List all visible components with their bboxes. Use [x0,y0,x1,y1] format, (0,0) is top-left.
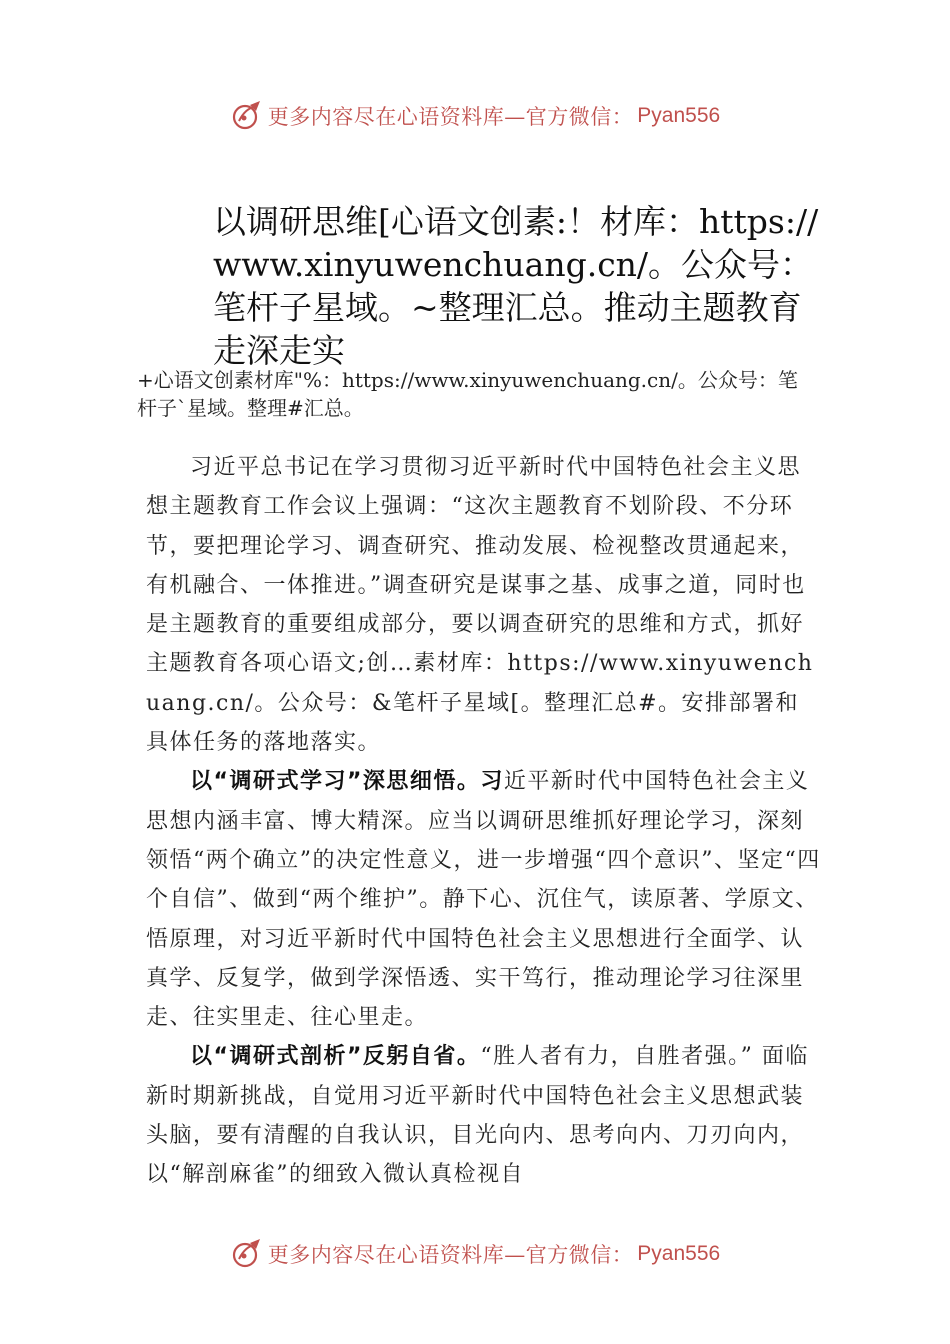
banner-text: 更多内容尽在心语资料库—官方微信： [267,105,634,129]
banner-text: 更多内容尽在心语资料库—官方微信： [267,1243,634,1267]
paragraph-lead: 以“调研式剖析”反躬自省。 [190,1044,481,1070]
pen-logo-icon [230,1237,264,1271]
paragraph-text: “胜人者有力，自胜者强。” 面临新时期新挑战，自觉用习近平新时代中国特色社会主义思想武装头脑，要有清醒的自我认识，目光向内、思考向内、刀刃向内，以“解剖麻雀”的细致入微认真检视自 [146,1044,809,1188]
paragraph-intro [146,448,822,762]
source-note: +心语文创素材库"%：https://www.xinyuwenchuang.cn/。公众号：笔杆子`星域。整理#汇总。 [137,368,798,420]
paragraph-study [146,762,822,1037]
document-body [146,448,822,1195]
paragraph-analysis [146,1037,822,1194]
document-title: 以调研思维[心语文创素:！材库：https://www.xinyuwenchuang.cn/。公众号：笔杆子星域。~整理汇总。推动主题教育走深走实 [213,202,819,370]
paragraph-text: 近平新时代中国特色社会主义思想内涵丰富、博大精深。应当以调研思维抓好理论学习，深刻领悟“两个确立”的决定性意义，进一步增强“四个意识”、坚定“四个自信”、做到“两个维护”。静下心、沉住气，读原著、学原文、悟原理，对习近平新时代中国特色社会主义思想进行全面学、认真学、反复学，做到学深悟透、实干笃行，推动理论学习往深里走、往实里走、往心里走。 [146,769,821,1031]
banner-wechat-id: Pyan556 [637,104,721,127]
footer-watermark-banner [0,1234,950,1274]
paragraph-text: 习近平总书记在学习贯彻习近平新时代中国特色社会主义思想主题教育工作会议上强调：“这次主题教育不划阶段、不分环节，要把理论学习、调查研究、推动发展、检视整改贯通起来，有机融合、一体推进。”调查研究是谋事之基、成事之道，同时也是主题教育的重要组成部分，要以调查研究的思维和方式，抓好主题教育各项心语文;创…素材库：https://www.xinyuwenchuang.cn/。公众号：&笔杆子星域[。整理汇总#。安排部署和具体任务的落地落实。 [146,455,814,756]
pen-logo-icon [230,99,264,133]
paragraph-lead: 以“调研式学习”深思细悟。习 [190,769,504,795]
banner-wechat-id: Pyan556 [637,1242,721,1265]
header-watermark-banner [0,96,950,136]
